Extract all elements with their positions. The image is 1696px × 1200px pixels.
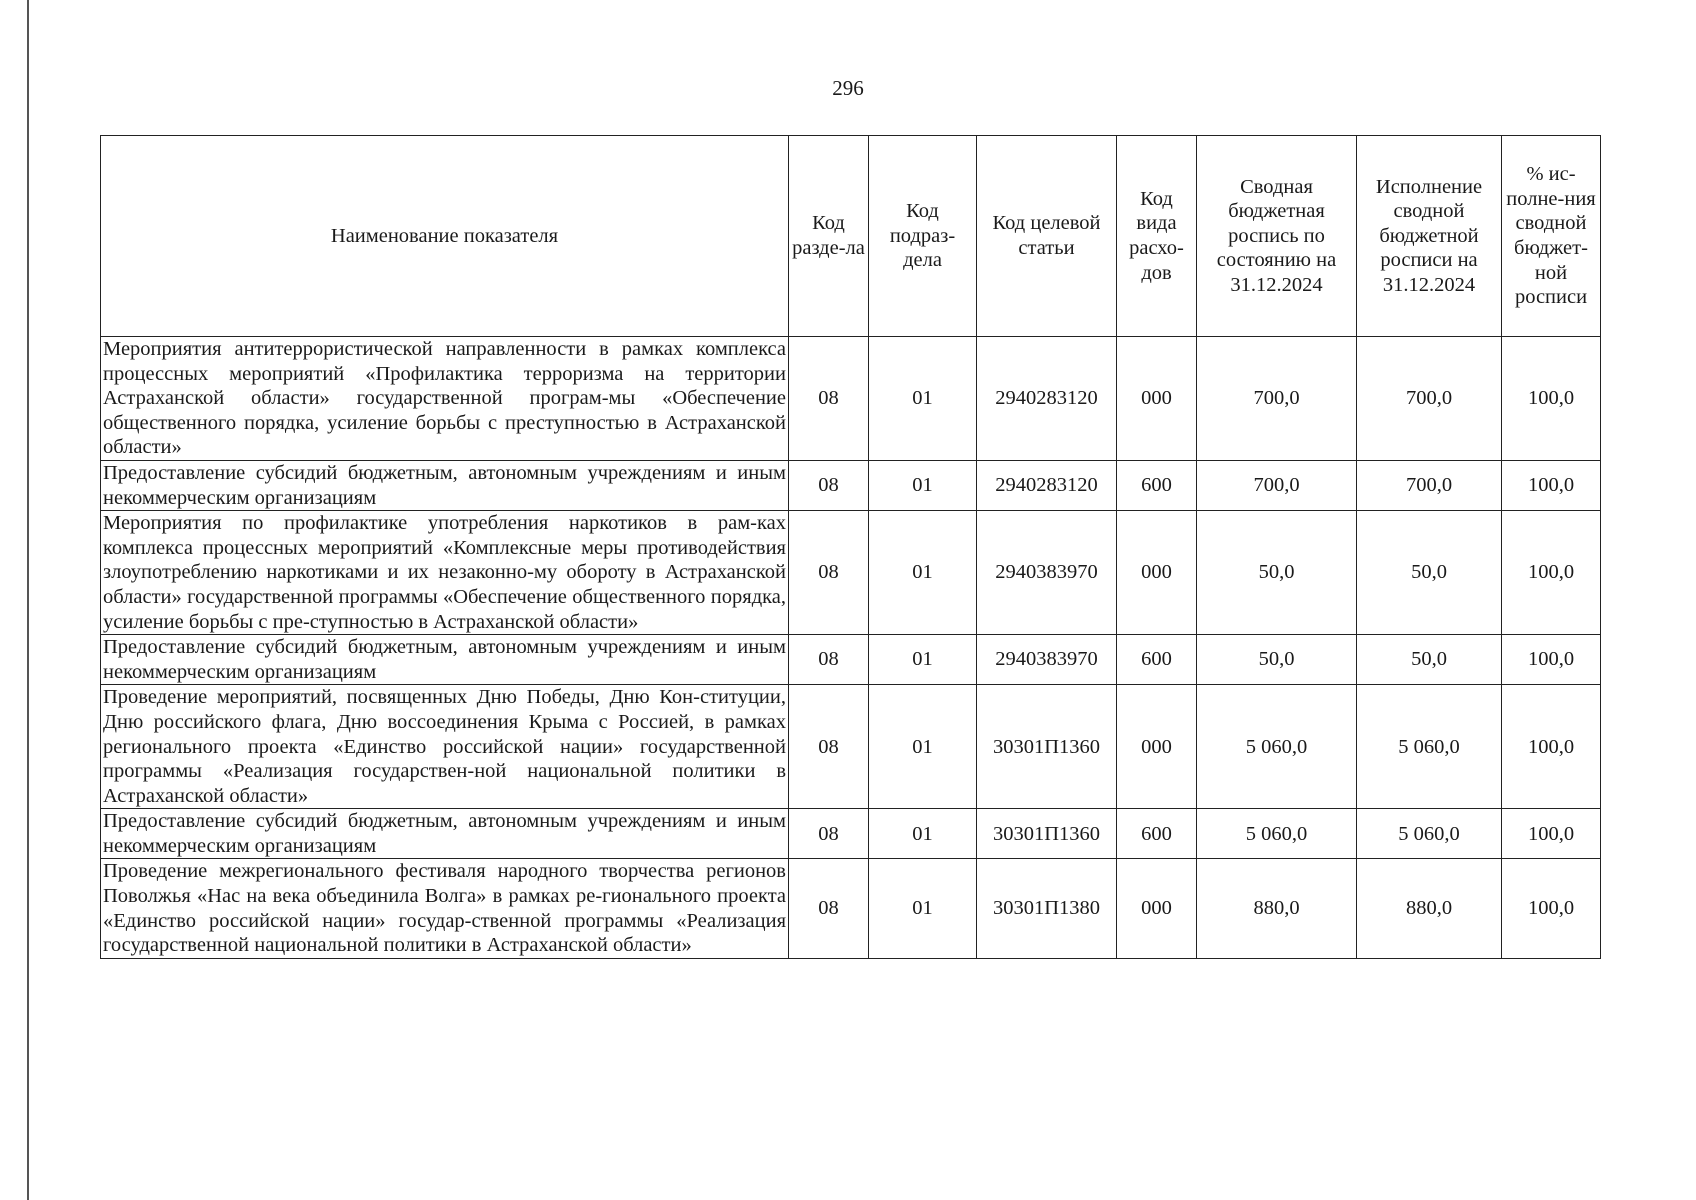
row-ispolnenie: 50,0 (1357, 635, 1502, 685)
row-celevaya: 2940283120 (977, 337, 1117, 461)
header-percent: % ис-полне-ния сводной бюджет-ной росписи (1502, 136, 1601, 337)
table-row (101, 635, 1601, 685)
row-ispolnenie: 5 060,0 (1357, 685, 1502, 809)
row-ispolnenie: 700,0 (1357, 460, 1502, 510)
row-percent: 100,0 (1502, 685, 1601, 809)
row-ispolnenie: 880,0 (1357, 859, 1502, 958)
row-vid: 000 (1117, 511, 1197, 635)
row-plan: 880,0 (1197, 859, 1357, 958)
row-razdel: 08 (789, 460, 869, 510)
table-header-row (101, 136, 1601, 337)
row-podrazdel: 01 (869, 337, 977, 461)
row-podrazdel: 01 (869, 635, 977, 685)
table-row (101, 337, 1601, 461)
header-podrazdel: Код подраз-дела (869, 136, 977, 337)
row-name: Мероприятия антитеррористической направленности в рамках комплекса процессных мероприятий «Профилактика терроризма на территории Астраханской области» государственной програм-мы «Обеспечение общественного порядка, усиление борьбы с преступностью в Астраханской области» (101, 337, 789, 461)
header-vid: Код вида расхо-дов (1117, 136, 1197, 337)
row-razdel: 08 (789, 337, 869, 461)
row-razdel: 08 (789, 809, 869, 859)
row-podrazdel: 01 (869, 685, 977, 809)
row-celevaya: 30301П1360 (977, 685, 1117, 809)
header-name: Наименование показателя (101, 136, 789, 337)
row-vid: 000 (1117, 859, 1197, 958)
table-row (101, 859, 1601, 958)
row-ispolnenie: 5 060,0 (1357, 809, 1502, 859)
row-name: Предоставление субсидий бюджетным, автономным учреждениям и иным некоммерческим организациям (101, 635, 789, 685)
row-podrazdel: 01 (869, 460, 977, 510)
table-row (101, 809, 1601, 859)
row-vid: 600 (1117, 635, 1197, 685)
row-ispolnenie: 50,0 (1357, 511, 1502, 635)
page-number: 296 (832, 76, 864, 100)
row-percent: 100,0 (1502, 635, 1601, 685)
header-plan: Сводная бюджетная роспись по состоянию на 31.12.2024 (1197, 136, 1357, 337)
row-name: Предоставление субсидий бюджетным, автономным учреждениям и иным некоммерческим организациям (101, 809, 789, 859)
row-ispolnenie: 700,0 (1357, 337, 1502, 461)
row-percent: 100,0 (1502, 809, 1601, 859)
row-plan: 700,0 (1197, 337, 1357, 461)
row-podrazdel: 01 (869, 511, 977, 635)
row-vid: 600 (1117, 809, 1197, 859)
row-vid: 000 (1117, 685, 1197, 809)
row-name: Проведение межрегионального фестиваля народного творчества регионов Поволжья «Нас на века объединила Волга» в рамках ре-гионального проекта «Единство российской нации» государ-ственной программы «Реализация государственной национальной политики в Астраханской области» (101, 859, 789, 958)
row-celevaya: 2940283120 (977, 460, 1117, 510)
row-percent: 100,0 (1502, 337, 1601, 461)
row-celevaya: 30301П1380 (977, 859, 1117, 958)
row-vid: 000 (1117, 337, 1197, 461)
row-celevaya: 2940383970 (977, 511, 1117, 635)
row-plan: 50,0 (1197, 511, 1357, 635)
budget-execution-table (100, 135, 1601, 959)
header-razdel: Код разде-ла (789, 136, 869, 337)
row-percent: 100,0 (1502, 859, 1601, 958)
scan-edge-line (27, 0, 29, 1200)
row-percent: 100,0 (1502, 460, 1601, 510)
row-plan: 5 060,0 (1197, 809, 1357, 859)
row-celevaya: 2940383970 (977, 635, 1117, 685)
row-plan: 700,0 (1197, 460, 1357, 510)
row-razdel: 08 (789, 685, 869, 809)
row-name: Проведение мероприятий, посвященных Дню Победы, Дню Кон-ституции, Дню российского флага, Дню воссоединения Крыма с Россией, в рамках регионального проекта «Единство российской нации» государственной программы «Реализация государствен-ной национальной политики в Астраханской области» (101, 685, 789, 809)
row-name: Предоставление субсидий бюджетным, автономным учреждениям и иным некоммерческим организациям (101, 460, 789, 510)
row-name: Мероприятия по профилактике употребления наркотиков в рам-ках комплекса процессных мероприятий «Комплексные меры противодействия злоупотреблению наркотиками и их незаконно-му обороту в Астраханской области» государственной программы «Обеспечение общественного порядка, усиление борьбы с пре-ступностью в Астраханской области» (101, 511, 789, 635)
table-row (101, 460, 1601, 510)
row-celevaya: 30301П1360 (977, 809, 1117, 859)
row-percent: 100,0 (1502, 511, 1601, 635)
row-vid: 600 (1117, 460, 1197, 510)
table-row (101, 511, 1601, 635)
row-podrazdel: 01 (869, 859, 977, 958)
row-razdel: 08 (789, 511, 869, 635)
row-razdel: 08 (789, 635, 869, 685)
header-celevaya: Код целевой статьи (977, 136, 1117, 337)
row-podrazdel: 01 (869, 809, 977, 859)
row-razdel: 08 (789, 859, 869, 958)
header-ispolnenie: Исполнение сводной бюджетной росписи на 31.12.2024 (1357, 136, 1502, 337)
table-row (101, 685, 1601, 809)
row-plan: 50,0 (1197, 635, 1357, 685)
row-plan: 5 060,0 (1197, 685, 1357, 809)
